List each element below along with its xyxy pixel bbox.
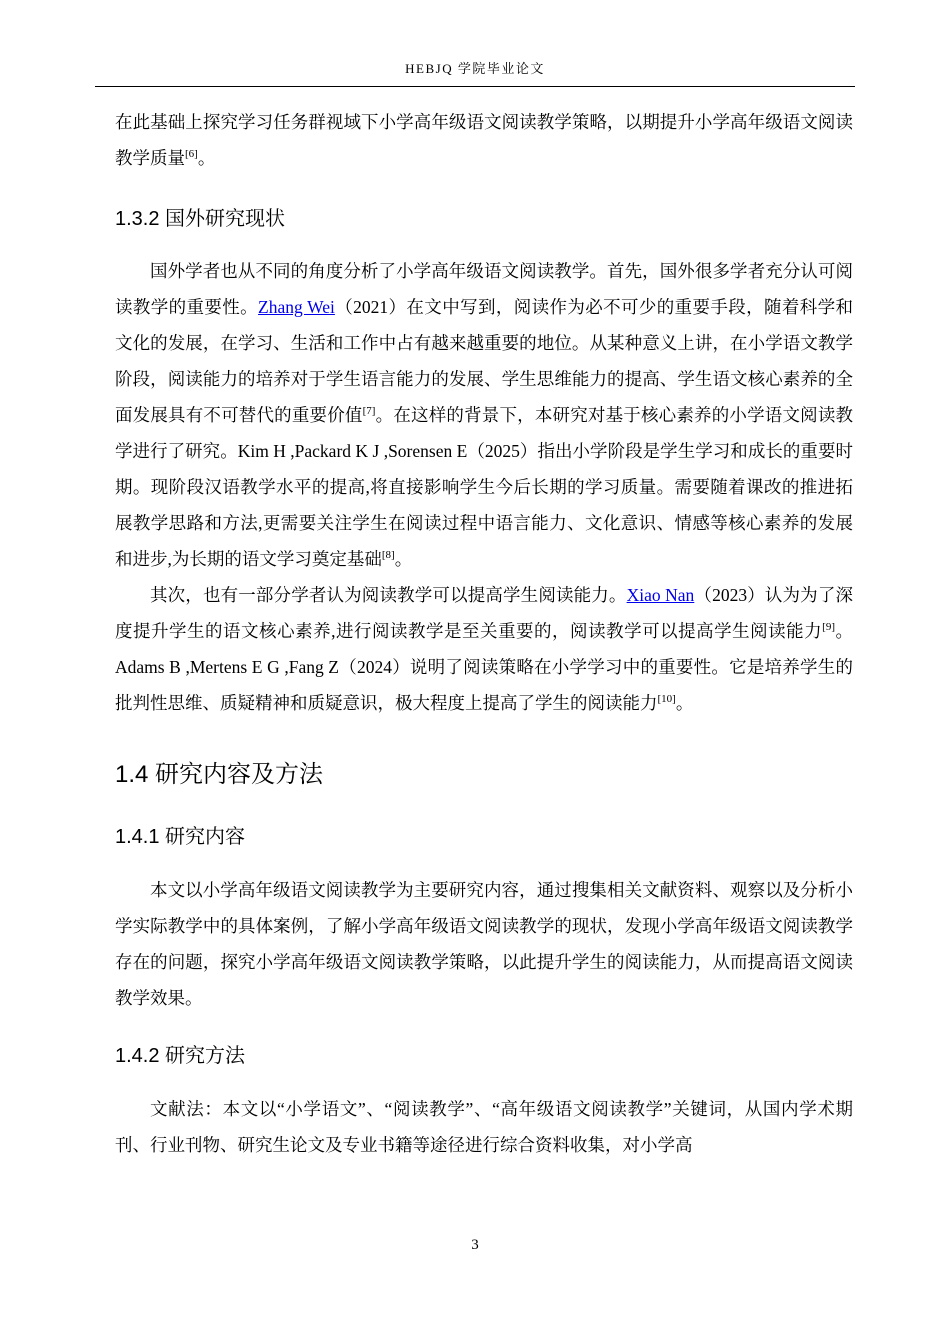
- text-run: 。: [197, 148, 216, 168]
- document-body: [95, 87, 855, 1163]
- link-zhang-wei[interactable]: Zhang Wei: [258, 297, 335, 317]
- citation-ref-6: [6]: [185, 148, 198, 161]
- page-footer: [0, 1237, 950, 1254]
- text-run: 国外学者也从不同的角度分析了小学高年级语文阅读教学。首先，国外很多学者充分认可阅读教学的重要性。: [115, 261, 853, 317]
- paragraph-foreign-research-2: [115, 577, 853, 721]
- citation-ref-9: [9]: [822, 621, 835, 634]
- text-run: 。: [394, 549, 413, 569]
- text-run: 其次，也有一部分学者认为阅读教学可以提高学生阅读能力。: [150, 585, 627, 605]
- citation-ref-8: [8]: [381, 549, 395, 562]
- citation-ref-10: [10]: [657, 693, 676, 706]
- paragraph-research-content: 本文以小学高年级语文阅读教学为主要研究内容，通过搜集相关文献资料、观察以及分析小学实际教学中的具体案例，了解小学高年级语文阅读教学的现状，发现小学高年级语文阅读教学存在的问题，探究小学高年级语文阅读教学策略，以此提升学生的阅读能力，从而提高语文阅读教学效果。: [115, 880, 853, 1008]
- page-number: 3: [471, 1237, 479, 1253]
- paragraph-foreign-research-1: [115, 253, 853, 577]
- text-run: （2021）在文中写到，阅读作为必不可少的重要手段，随着科学和文化的发展，在学习、生活和工作中占有越来越重要的地位。从某种意义上讲，在小学语文教学阶段，阅读能力的培养对于学生语言能力的发展、学生思维能力的提高、学生语文核心素养的全面发展具有不可替代的重要价值: [115, 297, 854, 425]
- text-run: 。Adams B ,Mertens E G ,Fang Z（2024）说明了阅读策略在小学学习中的重要性。它是培养学生的批判性思维、质疑精神和质疑意识，极大程度上提高了学生的阅读能力: [115, 621, 854, 713]
- header-text: HEBJQ 学院毕业论文: [405, 61, 545, 76]
- text-run: 在此基础上探究学习任务群视域下小学高年级语文阅读教学策略，以期提升小学高年级语文阅读教学质量: [115, 112, 853, 168]
- citation-ref-7: [7]: [362, 405, 376, 418]
- link-xiao-nan[interactable]: Xiao Nan: [626, 585, 695, 605]
- section-heading-1-4-2: 1.4.2 研究方法: [115, 1045, 246, 1067]
- section-heading-1-4-1: 1.4.1 研究内容: [115, 826, 246, 848]
- text-run: （2023）认为为了深度提升学生的语文核心素养,进行阅读教学是至关重要的，阅读教学可以提高学生阅读能力: [115, 585, 853, 641]
- text-run: 。在这样的背景下，本研究对基于核心素养的小学语文阅读教学进行了研究。Kim H ,Packard K J ,Sorensen E（2025）指出小学阶段是学生学习和成长的重要时期。现阶段汉语教学水平的提高,将直接影响学生今后长期的学习质量。需要随着课改的推进拓展教学思路和方法,更需要关注学生在阅读过程中语言能力、文化意识、情感等核心素养的发展和进步,为长期的语文学习奠定基础: [115, 405, 854, 569]
- page-header: [95, 58, 855, 87]
- section-heading-1-4: 1.4 研究内容及方法: [115, 761, 324, 788]
- section-heading-1-3-2: 1.3.2 国外研究现状: [115, 208, 286, 230]
- paragraph-continuation: [115, 104, 853, 176]
- paragraph-research-method: 文献法：本文以“小学语文”、“阅读教学”、“高年级语文阅读教学”关键词，从国内学术期刊、行业刊物、研究生论文及专业书籍等途径进行综合资料收集，对小学高: [115, 1099, 853, 1155]
- text-run: 。: [675, 693, 694, 713]
